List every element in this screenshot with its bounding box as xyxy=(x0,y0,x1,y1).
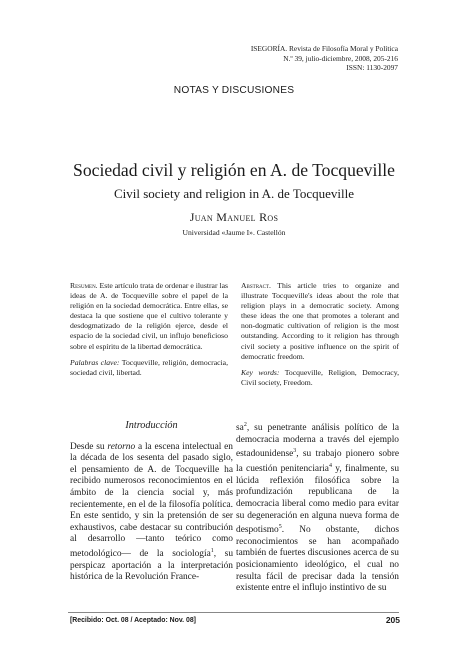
body-text-italic: retorno xyxy=(107,441,136,452)
abstract-english xyxy=(241,281,399,388)
footnote-ref-4[interactable]: 4 xyxy=(328,463,332,470)
article-subtitle: Civil society and religion in A. de Tocqueville xyxy=(113,186,355,201)
footnote-ref-5[interactable]: 5 xyxy=(278,524,282,531)
footnote-ref-1[interactable]: 1 xyxy=(210,547,214,554)
abstract-spanish-text xyxy=(70,281,228,352)
received-accepted-dates: [Recibido: Oct. 08 / Aceptado: Nov. 08] xyxy=(70,617,196,624)
body-text: , su perspicaz aportación a la interpretación histórica de la Revolución France- xyxy=(70,549,234,583)
keywords-spanish-label: Palabras clave: xyxy=(70,357,120,367)
abstract-english-label: Abstract. xyxy=(241,281,271,290)
abstract-english-body: This article tries to organize and illustrate Tocqueville's ideas about the role that religion plays in a democratic society. Among these ideas the one that promotes a tolerant and non-dogmatic cultivation of religion is the most outstanding. According to it religion has through civil society a positive influence on the spirit of democratic freedom. xyxy=(241,281,399,361)
journal-header xyxy=(251,44,398,73)
footnote-ref-3[interactable]: 3 xyxy=(293,448,297,455)
body-column-right xyxy=(236,420,399,595)
abstract-spanish xyxy=(70,281,228,378)
body-text: . No obstante, dichos reconocimientos se han acompañado también de fuertes discusiones acerca de su posicionamiento ideológico, el cual no resulta fácil de precisar dada la tensión existente entre el influjo instintivo de su xyxy=(236,525,399,594)
body-paragraph-1 xyxy=(70,442,233,584)
section-heading: NOTAS Y DISCUSIONES xyxy=(173,85,295,96)
author-affiliation: Universidad «Jaume I». Castellón xyxy=(182,228,286,237)
body-text: , su penetrante análisis político de la democracia moderna a través del ejemplo estadounidense xyxy=(236,423,399,460)
keywords-english-list: Tocqueville, Religion, Democracy, Civil society, Freedom. xyxy=(241,367,399,387)
keywords-spanish xyxy=(70,358,228,378)
body-text: sa xyxy=(236,423,244,434)
body-text: a la escena intelectual en la década de los sesenta del pasado siglo, el pensamiento de A. de Tocqueville ha recibido numerosos reconocimientos en el ámbito de la ciencia social y, más recientemente, en el de la filosofía política. En este sentido, y sin la pretensión de ser exhaustivos, cabe destacar su contribución al desarrollo —tanto teórico como metodológico— de la sociología xyxy=(70,441,233,560)
body-text: , su trabajo pionero sobre la cuestión penitenciaria xyxy=(236,449,399,475)
abstract-spanish-label: Resumen. xyxy=(70,281,98,290)
body-paragraph-1-continued xyxy=(236,420,399,595)
abstract-spanish-body: Este artículo trata de ordenar e ilustrar las ideas de A. de Tocqueville sobre el papel de la religión en la sociedad democrática. Entre ellas, se destaca la que sostiene que el cultivo tolerante y desdogmatizado de la religión ejerce, desde el espacio de la sociedad civil, un influjo beneficioso sobre el espíritu de la libertad democrática. xyxy=(70,281,228,351)
introduction-heading: Introducción xyxy=(125,420,178,431)
body-column-left xyxy=(70,420,233,584)
abstract-english-text xyxy=(241,281,399,362)
journal-issn: ISSN: 1130-2097 xyxy=(346,63,398,73)
footer-rule xyxy=(68,612,399,613)
keywords-english xyxy=(241,368,399,388)
body-text: y, finalmente, su lúcida reflexión filosófica sobre la profundización republicana de la democracia liberal como medio para evitar su degeneración en alguna nueva forma de despotismo xyxy=(236,464,400,536)
footnote-ref-2[interactable]: 2 xyxy=(243,422,247,428)
keywords-spanish-list: Tocqueville, religión, democracia, sociedad civil, libertad. xyxy=(70,357,229,377)
keywords-english-label: Key words: xyxy=(241,367,280,377)
journal-name: ISEGORÍA. Revista de Filosofía Moral y Política xyxy=(250,44,398,53)
author-name: Juan Manuel Ros xyxy=(189,210,279,224)
article-title: Sociedad civil y religión en A. de Tocqueville xyxy=(73,160,395,180)
page-number: 205 xyxy=(385,615,400,625)
journal-issue: N.º 39, julio-diciembre, 2008, 205-216 xyxy=(283,53,398,63)
body-text: Desde su xyxy=(70,441,108,452)
